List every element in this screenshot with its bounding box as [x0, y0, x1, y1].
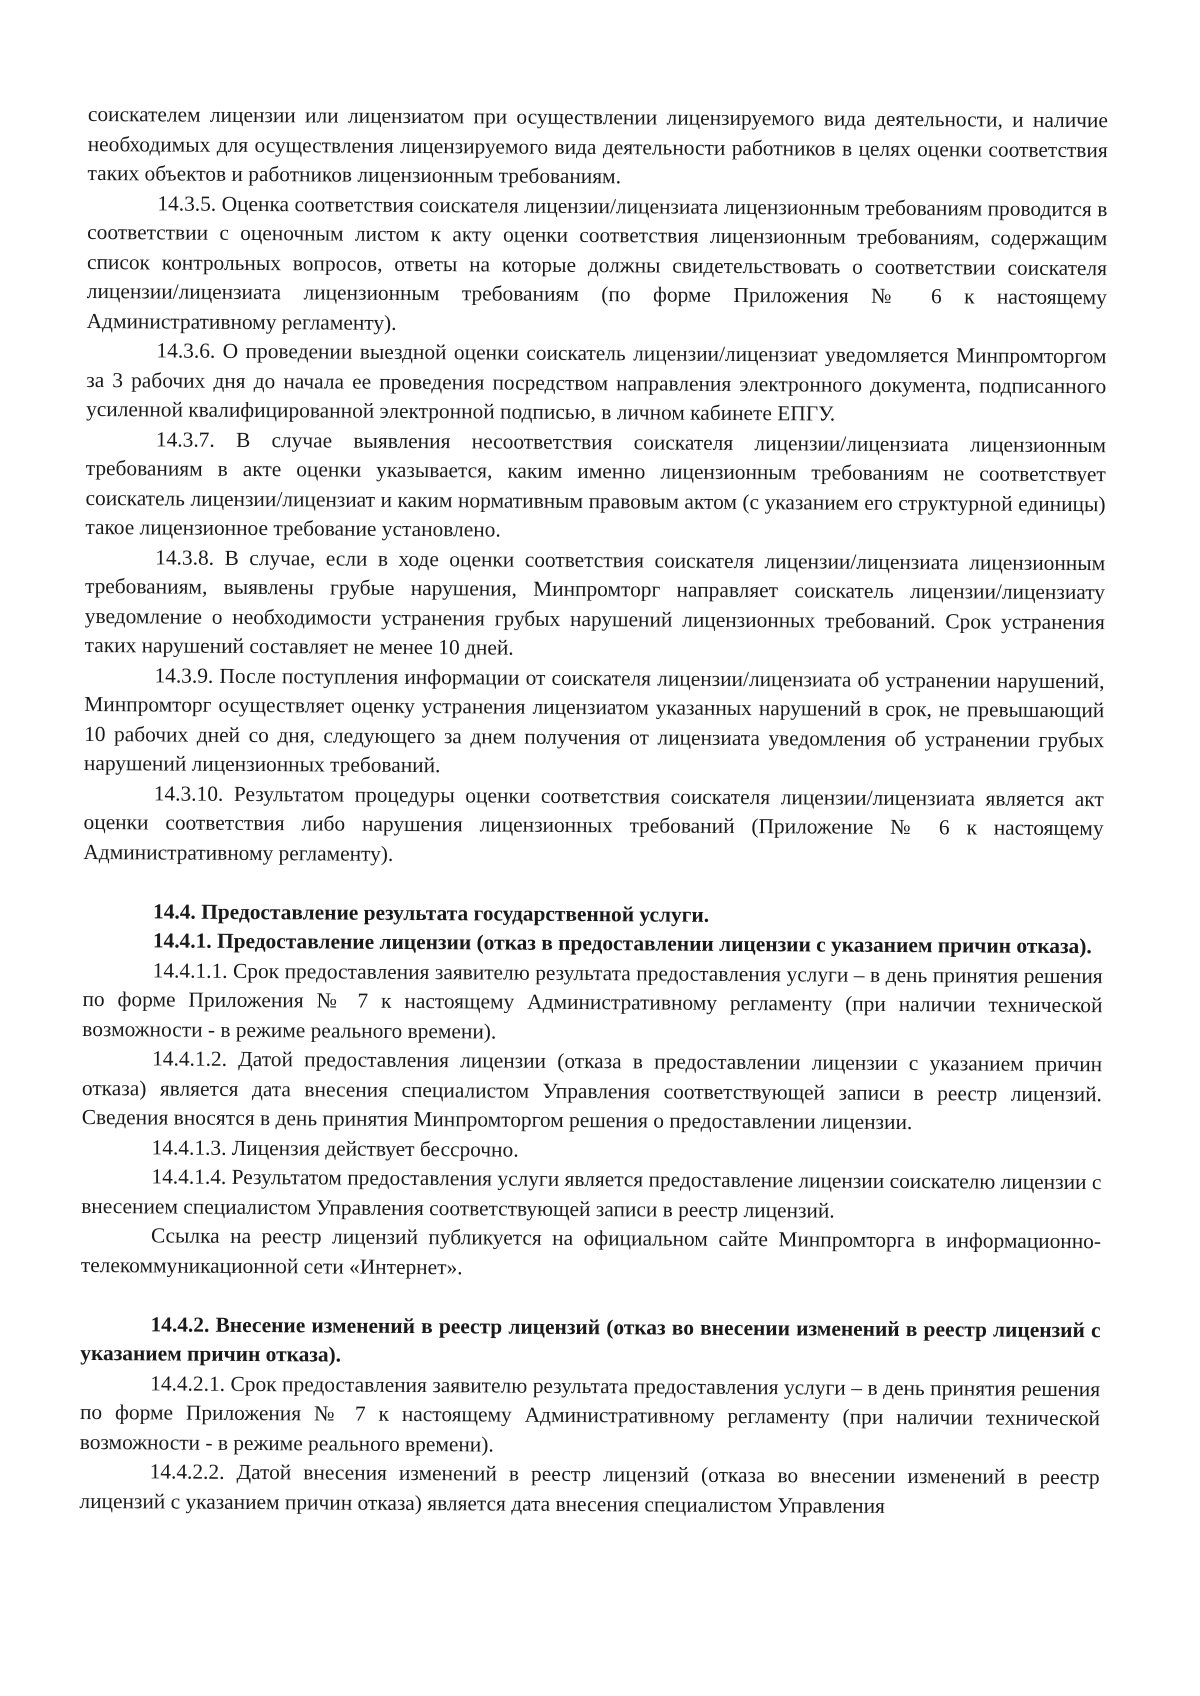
paragraph-14-3-10: 14.3.10. Результатом процедуры оценки соответствия соискателя лицензии/лицензиата является акт оценки соответствия либо нарушения лицензионных требований (Приложение № 6 к настоящему Административному регламенту).	[83, 780, 1104, 866]
paragraph-continuation: соискателем лицензии или лицензиатом при осуществлении лицензируемого вида деятельности, и наличие необходимых для осуществления лицензируемого вида деятельности работников в целях оценки соответствия таких объектов и работников лицензионным требованиям.	[87, 101, 1108, 189]
paragraph-14-4-1-3: 14.4.1.3. Лицензия действует бессрочно.	[151, 1134, 519, 1162]
paragraph-14-3-7: 14.3.7. В случае выявления несоответствия соискателя лицензии/лицензиата лицензионным требованиям в акте оценки указывается, каким именно лицензионным требованиям не соответствует соискатель лицензии/лицензиат и каким нормативным правовым актом (с указанием его структурной единицы) такое лицензионное требование установлено.	[85, 426, 1106, 542]
paragraph-14-3-8: 14.3.8. В случае, если в ходе оценки соответствия соискателя лицензии/лицензиата лицензионным требованиям, выявлены грубые нарушения, Минпромторг направляет соискатель лицензии/лицензиату уведомление о необходимости устранения грубых нарушений лицензионных требований. Срок устранения таких нарушений составляет не менее 10 дней.	[84, 544, 1106, 660]
paragraph-14-3-6: 14.3.6. О проведении выездной оценки соискатель лицензии/лицензиат уведомляется Минпромторгом за 3 рабочих дня до начала ее проведения посредством направления электронного документа, подписанного усиленной квалифицированной электронной подписью, в личном кабинете ЕПГУ.	[86, 338, 1107, 426]
paragraph-14-3-9: 14.3.9. После поступления информации от соискателя лицензии/лицензиата об устранении нарушений, Минпромторг осуществляет оценку устранения лицензиатом указанных нарушений в срок, не превышающий 10 рабочих дней со дня, следующего за днем получения от лицензиата уведомления об устранении грубых нарушений лицензионных требований.	[83, 662, 1105, 778]
document-body	[79, 100, 1108, 1522]
paragraph-registry-link: Ссылка на реестр лицензий публикуется на официальном сайте Минпромторга в информационно-телекоммуникационной сети «Интернет».	[80, 1223, 1102, 1279]
heading-14-4-2: 14.4.2. Внесение изменений в реестр лицензий (отказ во внесении изменений в реестр лицензий с указанием причин отказа).	[80, 1311, 1101, 1367]
paragraph-14-4-1-1: 14.4.1.1. Срок предоставления заявителю результата предоставления услуги – в день принятия решения по форме Приложения № 7 к настоящему Административному регламенту (при наличии технической возможности - в режиме реального времени).	[82, 957, 1103, 1044]
paragraph-14-4-2-1: 14.4.2.1. Срок предоставления заявителю результата предоставления услуги – в день принятия решения по форме Приложения № 7 к настоящему Административному регламенту (при наличии технической возможности - в режиме реального времени).	[79, 1370, 1101, 1457]
paragraph-14-4-1-4: 14.4.1.4. Результатом предоставления услуги является предоставление лицензии соискателю лицензии с внесением специалистом Управления соответствующей записи в реестр лицензий.	[81, 1164, 1102, 1223]
heading-14-4-1: 14.4.1. Предоставление лицензии (отказ в предоставлении лицензии с указанием причин отказа).	[152, 928, 1092, 959]
paragraph-14-4-2-2: 14.4.2.2. Датой внесения изменений в реестр лицензий (отказа во внесении изменений в реестр лицензий с указанием причин отказа) является дата внесения специалистом Управления	[79, 1459, 1100, 1518]
heading-14-4: 14.4. Предоставление результата государственной услуги.	[152, 898, 710, 927]
paragraph-14-3-5: 14.3.5. Оценка соответствия соискателя лицензии/лицензиата лицензионным требованиям проводится в соответствии с оценочным листом к акту оценки соответствия лицензионным требованиям, содержащим список контрольных вопросов, ответы на которые должны свидетельствовать о соответствии соискателя лицензии/лицензиата лицензионным требованиям (по форме Приложения № 6 к настоящему Административному регламенту).	[86, 190, 1108, 335]
paragraph-14-4-1-2: 14.4.1.2. Датой предоставления лицензии (отказа в предоставлении лицензии с указанием причин отказа) является дата внесения специалистом Управления соответствующей записи в реестр лицензий. Сведения вносятся в день принятия Минпромторгом решения о предоставлении лицензии.	[81, 1046, 1103, 1135]
